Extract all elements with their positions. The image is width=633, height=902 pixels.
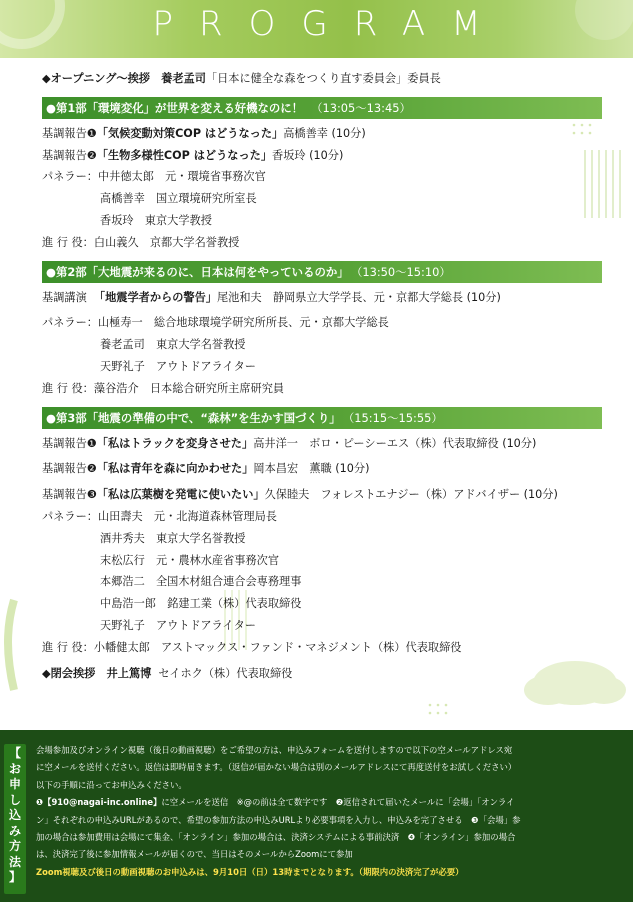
part2-panel1 [42, 312, 602, 334]
report-title: 「私はトラックを変身させた」 [96, 436, 254, 450]
report-speaker: 久保睦夫 フォレストエナジー（株）アドバイザー (10分) [264, 488, 558, 502]
panel-label: パネラー： [42, 170, 98, 184]
report-speaker: 高井洋一 ボロ・ピーシーエス（株）代表取締役 (10分) [253, 436, 537, 450]
moderator-label: 進 行 役： [42, 235, 94, 249]
report-label: 基調報告❷ [42, 462, 97, 476]
part1-panel1 [42, 166, 602, 188]
part3-panel6 [42, 615, 602, 637]
part1-report1 [42, 123, 602, 145]
part1-moderator [42, 232, 602, 254]
panelist: 山田壽夫 元・北海道森林管理局長 [97, 509, 277, 523]
moderator: 小幡健太郎 アストマックス・ファンド・マネジメント（株）代表取締役 [93, 640, 462, 654]
apply-char: 法 [8, 854, 21, 869]
part1-panel2 [42, 188, 602, 210]
report-speaker: 高橋善幸 (10分) [283, 126, 366, 140]
part3-header [42, 407, 602, 429]
panelist: 中島浩一郎 銘建工業（株）代表取締役 [100, 597, 302, 611]
email-address[interactable]: ❶【910@nagai-inc.online】 [36, 797, 162, 808]
report-label: 基調報告❶ [42, 126, 97, 140]
apply-char: 】 [8, 870, 21, 885]
report-title: 「私は青年を森に向かわせた」 [96, 462, 254, 476]
part2-title: ●第2部「大地震が来るのに、日本は何をやっているのか」 [46, 264, 349, 279]
closing-text: セイホク（株）代表取締役 [158, 666, 293, 680]
report-label: 基調講演 [42, 290, 87, 304]
apply-char: お [8, 761, 21, 776]
report-speaker: 岡本昌宏 薫職 (10分) [253, 462, 370, 476]
report-label: 基調報告❷ [42, 148, 97, 162]
part1-panel3 [42, 210, 602, 232]
panelist: 中井徳太郎 元・環境省事務次官 [97, 170, 266, 184]
closing-label: ◆閉会挨拶 井上篤博 [42, 666, 152, 680]
panel-label: パネラー： [42, 509, 98, 523]
opening-label: ◆オープニング～挨拶 養老孟司 [42, 72, 206, 85]
report-label: 基調報告❶ [42, 436, 97, 450]
instruction-line: ン」それぞれの申込みURLがあるので、希望の参加方法の申込みURLより必要事項を入力し、申込みを完了させる ❸「会場」参 [36, 814, 521, 825]
instruction-line: 会場参加及びオンライン視聴（後日の動画視聴）をご希望の方は、申込みフォームを送付しますので以下の空メールアドレス宛 [36, 745, 513, 755]
part2-header [42, 261, 602, 283]
panelist: 天野礼子 アウトドアライター [100, 618, 256, 632]
program-content [42, 68, 602, 684]
panel-label: パネラー： [42, 316, 98, 330]
report-label: 基調報告❸ [42, 488, 97, 502]
instruction-line: は、決済完了後に参加情報メールが届くので、当日はそのメールからZoomにて参加 [36, 849, 353, 860]
report-title: 「生物多様性COP はどうなった」 [96, 148, 273, 162]
opening-text: 「日本に健全な森をつくり直す委員会」委員長 [205, 72, 441, 85]
panelist: 天野礼子 アウトドアライター [100, 359, 256, 373]
instruction-text: に空メールを送信 ※@の前は全て数字です ❷返信されて届いたメールに「会場」「オンライ [161, 797, 515, 808]
apply-char: 申 [8, 777, 21, 792]
panelist: 高橋善幸 国立環境研究所室長 [100, 192, 257, 206]
part1-time: （13:05～13:45） [311, 100, 411, 115]
part2-moderator [42, 378, 602, 400]
part2-panel2 [42, 334, 602, 356]
part3-moderator [42, 637, 602, 659]
report-title: 「私は広葉樹を発電に使いたい」 [96, 488, 265, 502]
part3-panel3 [42, 550, 602, 572]
part3-title: ●第3部「地震の準備の中で、“森林”を生かす国づくり」 [46, 410, 341, 425]
part1-header [42, 97, 602, 119]
deadline-notice: Zoom視聴及び後日の動画視聴のお申込みは、9月10日（日）13時までとなります。（期限内の決済完了が必要） [36, 866, 464, 877]
part2-panel3 [42, 356, 602, 378]
report-title: 「気候変動対策COP はどうなった」 [96, 126, 284, 140]
panelist: 山極寿一 総合地球環境学研究所所長、元・京都大学総長 [97, 316, 389, 330]
application-footer [0, 730, 633, 902]
apply-char: 込 [8, 808, 21, 823]
closing-line [42, 663, 602, 685]
part1-report2 [42, 145, 602, 167]
report-speaker: 尾池和夫 静岡県立大学学長、元・京都大学総長 (10分) [216, 290, 501, 304]
part3-panel5 [42, 593, 602, 615]
moderator: 藻谷浩介 日本総合研究所主席研究員 [93, 381, 285, 395]
instruction-line [36, 794, 626, 811]
panelist: 養老孟司 東京大学名誉教授 [100, 338, 246, 352]
panelist: 末松広行 元・農林水産省事務次官 [100, 553, 280, 567]
part3-report3 [42, 484, 602, 506]
panelist: 本郷浩二 全国木材組合連合会専務理事 [100, 575, 302, 589]
apply-char: 方 [8, 839, 21, 854]
apply-char: し [8, 792, 21, 807]
apply-char: 【 [8, 746, 21, 761]
panelist: 香坂玲 東京大学教授 [100, 213, 212, 227]
instruction-line: 加の場合は参加費用は会場にて集金、「オンライン」参加の場合は、決済システムによる事前決済 ❹「オンライン」参加の場合 [36, 832, 516, 843]
part3-report1 [42, 433, 602, 455]
part3-panel4 [42, 571, 602, 593]
apply-char: み [8, 823, 21, 838]
report-speaker: 香坂玲 (10分) [272, 148, 344, 162]
report-title: 「地震学者からの警告」 [93, 290, 217, 304]
part2-keynote [42, 287, 602, 309]
moderator: 白山義久 京都大学名誉教授 [93, 235, 240, 249]
part3-time: （15:15～15:55） [348, 410, 443, 425]
part3-panel1 [42, 506, 602, 528]
moderator-label: 進 行 役： [42, 640, 94, 654]
application-instructions [36, 742, 626, 881]
part1-title: ●第1部「環境変化」が世界を変える好機なのに！ [46, 100, 304, 115]
application-method-label [0, 730, 30, 902]
part2-time: （13:50～15:10） [356, 264, 451, 279]
panelist: 酒井秀夫 東京大学名誉教授 [100, 531, 246, 545]
part3-panel2 [42, 528, 602, 550]
part3-report2 [42, 458, 602, 480]
opening-line [42, 68, 602, 90]
instruction-line: に空メールを送付ください。返信は即時届きます。（返信が届かない場合は別のメールアドレスにて再度送付をお試しください） [36, 762, 517, 773]
instruction-line: 以下の手順に沿ってお申込みください。 [36, 779, 187, 790]
page-title: PROGRAM [152, 4, 507, 44]
moderator-label: 進 行 役： [42, 381, 94, 395]
